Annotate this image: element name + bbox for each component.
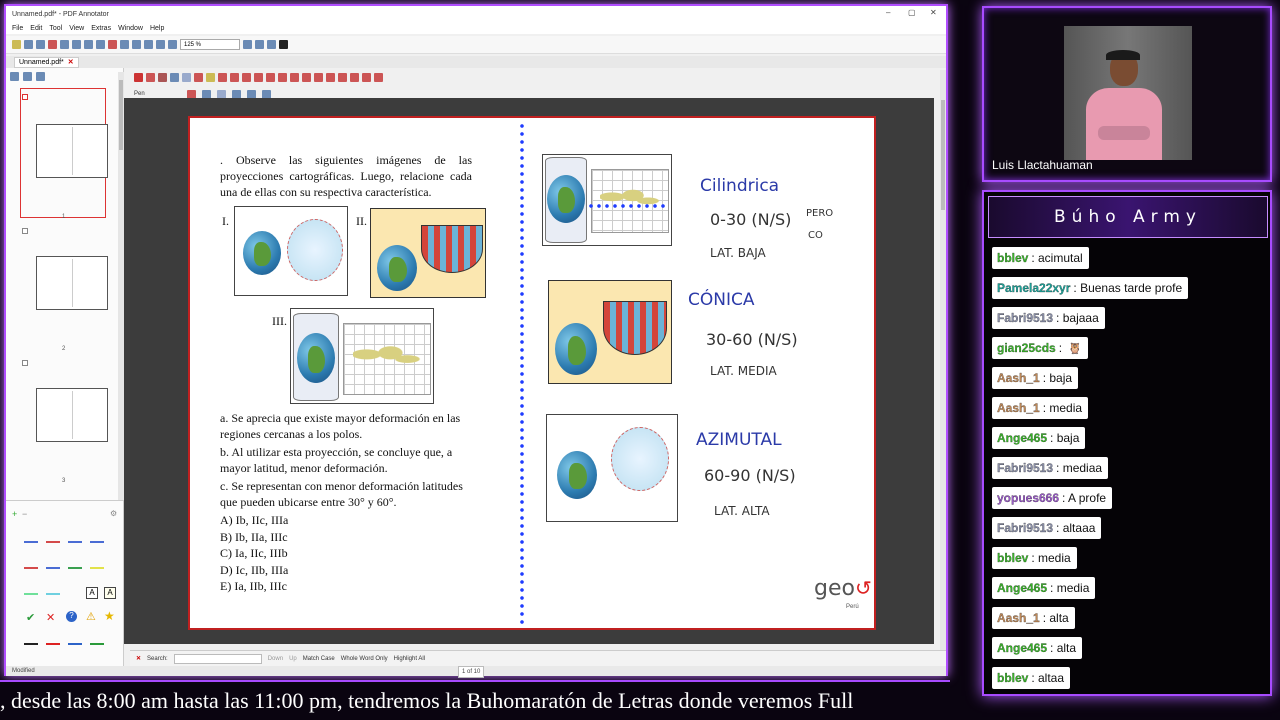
chat-username[interactable]: Ange465 <box>997 641 1048 655</box>
chat-username[interactable]: yopues666 <box>997 491 1060 505</box>
search-label: Search: <box>147 655 168 662</box>
option-d: D) Ic, IIb, IIIa <box>220 562 289 577</box>
chat-message <box>992 457 1108 479</box>
zoom-field[interactable]: 125 % <box>180 39 240 50</box>
pen-blue-3[interactable] <box>90 541 104 543</box>
search-down-button[interactable]: Down <box>267 655 284 662</box>
flat-world-map <box>591 169 669 233</box>
chat-text: : bajaaa <box>1056 311 1099 325</box>
add-pen-icon[interactable]: + <box>12 509 18 519</box>
chat-text: : alta <box>1050 641 1077 655</box>
pen-blue[interactable] <box>24 541 38 543</box>
highlighter-green[interactable] <box>24 593 38 595</box>
handwritten-conica: CÓNICA <box>688 290 755 310</box>
conic-map-image <box>603 301 667 355</box>
close-button[interactable]: ✕ <box>930 8 937 17</box>
thumbnail-number: 3 <box>62 478 66 484</box>
zoom-out-icon[interactable] <box>168 40 177 49</box>
option-b: B) Ib, IIa, IIIc <box>220 529 288 544</box>
arrow-red[interactable] <box>46 643 60 645</box>
highlighter-yellow[interactable] <box>90 567 104 569</box>
hand-icon[interactable] <box>144 40 153 49</box>
arrow-black[interactable] <box>24 643 38 645</box>
main-toolbar <box>6 36 946 54</box>
chat-message <box>992 367 1078 389</box>
geo-logo <box>814 576 872 601</box>
document-scrollbar[interactable] <box>940 70 946 650</box>
thumbnail-tools <box>10 72 120 82</box>
tab-close-icon[interactable]: ✕ <box>67 59 74 66</box>
question-intro: . Observe las siguientes imágenes de las proyecciones cartográficas. Luego, relacione cada una de ellas con su respectiva característica. <box>220 153 472 199</box>
image-azimuthal-right <box>546 414 678 522</box>
close-doc-icon[interactable] <box>48 40 57 49</box>
delete-icon[interactable] <box>108 40 117 49</box>
current-tool-label: Pen <box>134 91 145 97</box>
answer-options <box>220 512 288 595</box>
open-icon[interactable] <box>12 40 21 49</box>
globe-image <box>557 451 597 499</box>
handwritten-lat-baja: LAT. BAJA <box>710 246 766 260</box>
arrow-green[interactable] <box>90 643 104 645</box>
owl-emote-icon: 🦉 <box>1068 341 1082 355</box>
chat-username[interactable]: bblev <box>997 671 1029 685</box>
chat-message <box>992 337 1088 359</box>
search-close-icon[interactable]: ✕ <box>136 656 142 662</box>
statement-a: a. Se aprecia que existe mayor deformación en las regiones cercanas a los polos. <box>220 411 461 441</box>
chat-message <box>992 487 1112 509</box>
option-a: A) Ib, IIc, IIIa <box>220 513 289 527</box>
text-box-icon[interactable]: A <box>86 587 98 599</box>
handwritten-cilindrica: Cilindrica <box>700 176 780 196</box>
chat-message <box>992 247 1089 269</box>
menu-window[interactable]: Window <box>118 24 143 32</box>
chat-text: : media <box>1042 401 1083 415</box>
highlight-all-toggle[interactable]: Highlight All <box>393 655 426 662</box>
sigma-icon[interactable] <box>362 73 371 82</box>
ellipse-tool-icon[interactable] <box>266 73 275 82</box>
rectangle-tool-icon[interactable] <box>254 73 263 82</box>
paste-icon[interactable] <box>96 40 105 49</box>
chat-text: : altaa <box>1031 671 1065 685</box>
chat-username[interactable]: Fabri9513 <box>997 461 1054 475</box>
menu-help[interactable]: Help <box>149 24 165 32</box>
star-icon[interactable]: ★ <box>104 609 115 623</box>
chat-message <box>992 637 1082 659</box>
pen-palette <box>6 500 124 668</box>
chat-username[interactable]: Ange465 <box>997 581 1048 595</box>
chat-title: Búho Army <box>988 196 1268 238</box>
formula-tool-icon[interactable] <box>350 73 359 82</box>
chat-text: : acimutal <box>1031 251 1083 265</box>
chat-username[interactable]: Fabri9513 <box>997 311 1054 325</box>
text-highlight-icon[interactable]: A <box>104 587 116 599</box>
conic-map-image <box>421 225 483 273</box>
pen-red[interactable] <box>46 541 60 543</box>
document-tab[interactable] <box>14 57 79 68</box>
handwritten-azimutal: AZIMUTAL <box>696 430 782 450</box>
camera-tool-icon[interactable] <box>326 73 335 82</box>
menu-edit[interactable]: Edit <box>30 24 43 32</box>
news-ticker: , desde las 8:00 am hasta las 11:00 pm, tendremos la Buhomaratón de Letras donde veremos Full <box>0 680 950 720</box>
chat-text: : A profe <box>1062 491 1107 505</box>
image-azimuthal-left <box>234 206 348 296</box>
select-tool-icon[interactable] <box>146 73 155 82</box>
tab-label: Unnamed.pdf* <box>19 58 64 66</box>
warning-icon[interactable]: ⚠ <box>86 611 96 623</box>
fit-width-icon[interactable] <box>267 40 276 49</box>
search-up-button[interactable]: Up <box>289 655 297 662</box>
thumb-tools-icon[interactable] <box>36 72 45 81</box>
option-c: C) Ia, IIc, IIIb <box>220 546 288 560</box>
label-i: I. <box>222 214 229 228</box>
chat-username[interactable]: Fabri9513 <box>997 521 1054 535</box>
zoom-in-icon[interactable] <box>243 40 252 49</box>
chat-username[interactable]: Aash_1 <box>997 371 1040 385</box>
line-tool-icon[interactable] <box>230 73 239 82</box>
chat-text: : baja <box>1050 431 1080 445</box>
chat-message <box>992 517 1101 539</box>
globe-image <box>243 231 281 275</box>
chat-text: : mediaa <box>1056 461 1103 475</box>
menu-bar <box>6 22 946 34</box>
page-checkbox[interactable] <box>22 228 28 234</box>
match-case-toggle[interactable]: Match Case <box>302 655 335 662</box>
pen-blue-2[interactable] <box>68 541 82 543</box>
menu-extras[interactable]: Extras <box>91 24 112 32</box>
handwritten-lat-media: LAT. MEDIA <box>710 364 777 378</box>
status-bar <box>6 666 946 676</box>
menu-tool[interactable]: Tool <box>49 24 63 32</box>
image-conic-left <box>370 208 486 298</box>
highlighter-cyan[interactable] <box>46 593 60 595</box>
menu-view[interactable]: View <box>69 24 85 32</box>
search-bar <box>130 650 946 666</box>
marker-tool-icon[interactable] <box>194 73 203 82</box>
chat-message <box>992 547 1077 569</box>
chat-username[interactable]: bblev <box>997 251 1029 265</box>
chat-username[interactable]: gian25cds <box>997 341 1056 355</box>
chat-message <box>992 307 1105 329</box>
save-icon[interactable] <box>24 40 33 49</box>
chat-text: : <box>1058 341 1063 355</box>
handwritten-lat-alta: LAT. ALTA <box>714 504 770 518</box>
cross-mark-icon[interactable]: ✕ <box>46 612 56 624</box>
hand-tool-icon[interactable] <box>158 73 167 82</box>
pointer-icon[interactable] <box>134 73 143 82</box>
label-iii: III. <box>272 314 287 328</box>
chat-message <box>992 427 1085 449</box>
chat-message <box>992 577 1095 599</box>
chat-text: : altaaa <box>1056 521 1096 535</box>
chat-text: : media <box>1031 551 1071 565</box>
text-tool-icon[interactable] <box>290 73 299 82</box>
chat-text: : alta <box>1042 611 1069 625</box>
chat-message <box>992 667 1070 689</box>
page-checkbox[interactable] <box>22 360 28 366</box>
highlighter-tool-icon[interactable] <box>206 73 215 82</box>
thumbnail-pane <box>6 68 124 500</box>
full-screen-icon[interactable] <box>279 40 288 49</box>
handwritten-range-cil: 0-30 (N/S) <box>710 210 792 229</box>
cone-globe-image <box>555 323 597 375</box>
image-tool-icon[interactable] <box>314 73 323 82</box>
dotted-divider-annotation <box>520 122 524 628</box>
geo-logo-swirl-icon: ↺ <box>854 576 872 600</box>
pdf-page <box>188 116 876 630</box>
menu-file[interactable]: File <box>12 24 24 32</box>
print-icon[interactable] <box>60 40 69 49</box>
geo-logo-subtitle: Perú <box>846 604 859 610</box>
link-tool-icon[interactable] <box>302 73 311 82</box>
chat-username[interactable]: Pamela22xyr <box>997 281 1071 295</box>
geo-logo-text: geo <box>814 576 855 601</box>
chat-message <box>992 607 1075 629</box>
tab-bar <box>6 56 946 68</box>
handwritten-note-1: PERO <box>806 208 834 219</box>
polar-projection-image <box>287 219 343 281</box>
pen-blue-4[interactable] <box>46 567 60 569</box>
pen-red-2[interactable] <box>24 567 38 569</box>
eraser-tool-icon[interactable] <box>218 73 227 82</box>
thumb-view-icon[interactable] <box>10 72 19 81</box>
label-ii: II. <box>356 214 367 228</box>
pen-green[interactable] <box>68 567 82 569</box>
pen-tool-icon[interactable] <box>182 73 191 82</box>
zoom-tool-icon[interactable] <box>170 73 179 82</box>
chat-username[interactable]: Aash_1 <box>997 611 1040 625</box>
window-title: Unnamed.pdf* - PDF Annotator <box>12 10 109 18</box>
chat-message <box>992 277 1188 299</box>
stamp-tool-icon[interactable] <box>278 73 287 82</box>
fit-page-icon[interactable] <box>255 40 264 49</box>
redo-icon[interactable] <box>132 40 141 49</box>
annotation-toolbar <box>128 70 940 84</box>
title-bar <box>6 6 946 22</box>
thumbnail-page-1[interactable] <box>36 124 108 178</box>
chat-text: : Buenas tarde profe <box>1073 281 1183 295</box>
remove-pen-icon[interactable]: − <box>22 509 28 519</box>
image-conic-right <box>548 280 672 384</box>
presenter-name: Luis Llactahuaman <box>992 158 1093 172</box>
palette-settings-icon[interactable]: ⚙ <box>110 509 118 518</box>
thumbnail-page-3[interactable] <box>36 388 108 442</box>
copy-icon[interactable] <box>84 40 93 49</box>
minimize-button[interactable]: – <box>886 8 891 17</box>
equator-dots-annotation <box>587 204 667 208</box>
page-indicator[interactable]: 1 of 10 <box>458 666 484 678</box>
handwritten-range-con: 30-60 (N/S) <box>706 330 798 349</box>
whole-word-toggle[interactable]: Whole Word Only <box>340 655 388 662</box>
undo-icon[interactable] <box>120 40 129 49</box>
cylinder-globe-image <box>547 175 585 223</box>
scroll-thumb[interactable] <box>941 100 945 210</box>
search-input[interactable] <box>174 654 262 664</box>
maximize-button[interactable]: ▢ <box>908 8 916 17</box>
image-cylindrical-right <box>542 154 672 246</box>
scroll-thumb[interactable] <box>119 80 123 150</box>
arrow-tool-icon[interactable] <box>242 73 251 82</box>
heart-icon[interactable] <box>374 73 383 82</box>
chat-username[interactable]: Aash_1 <box>997 401 1040 415</box>
check-mark-icon[interactable]: ✔ <box>26 612 36 624</box>
flat-world-map <box>343 323 431 395</box>
image-cylindrical-left <box>290 308 434 404</box>
chat-username[interactable]: bblev <box>997 551 1029 565</box>
chat-text: : media <box>1050 581 1090 595</box>
thumbnail-page-2[interactable] <box>36 256 108 310</box>
note-tool-icon[interactable] <box>338 73 347 82</box>
handwritten-range-azi: 60-90 (N/S) <box>704 466 796 485</box>
presenter-image <box>1080 52 1168 160</box>
thumb-options-icon[interactable] <box>23 72 32 81</box>
cut-icon[interactable] <box>72 40 81 49</box>
thumbnail-number: 2 <box>62 346 66 352</box>
save-as-icon[interactable] <box>36 40 45 49</box>
question-icon[interactable]: ? <box>66 611 77 622</box>
chat-text: : baja <box>1042 371 1073 385</box>
chat-username[interactable]: Ange465 <box>997 431 1048 445</box>
statement-b: b. Al utilizar esta proyección, se concluye que, a mayor latitud, menor deformación. <box>220 445 453 475</box>
cylinder-globe-image <box>297 333 335 383</box>
statement-c: c. Se representan con menor deformación latitudes que pueden ubicarse entre 30° y 60°. <box>220 479 463 509</box>
cone-globe-image <box>377 245 417 291</box>
select-icon[interactable] <box>156 40 165 49</box>
chat-message <box>992 397 1088 419</box>
thumbnail-number: 1 <box>62 214 66 220</box>
polar-projection-image <box>611 427 669 491</box>
arrow-blue[interactable] <box>68 643 82 645</box>
status-text: Modified <box>12 668 35 674</box>
option-e: E) Ia, IIb, IIIc <box>220 579 287 593</box>
handwritten-note-2: CO <box>808 230 823 241</box>
